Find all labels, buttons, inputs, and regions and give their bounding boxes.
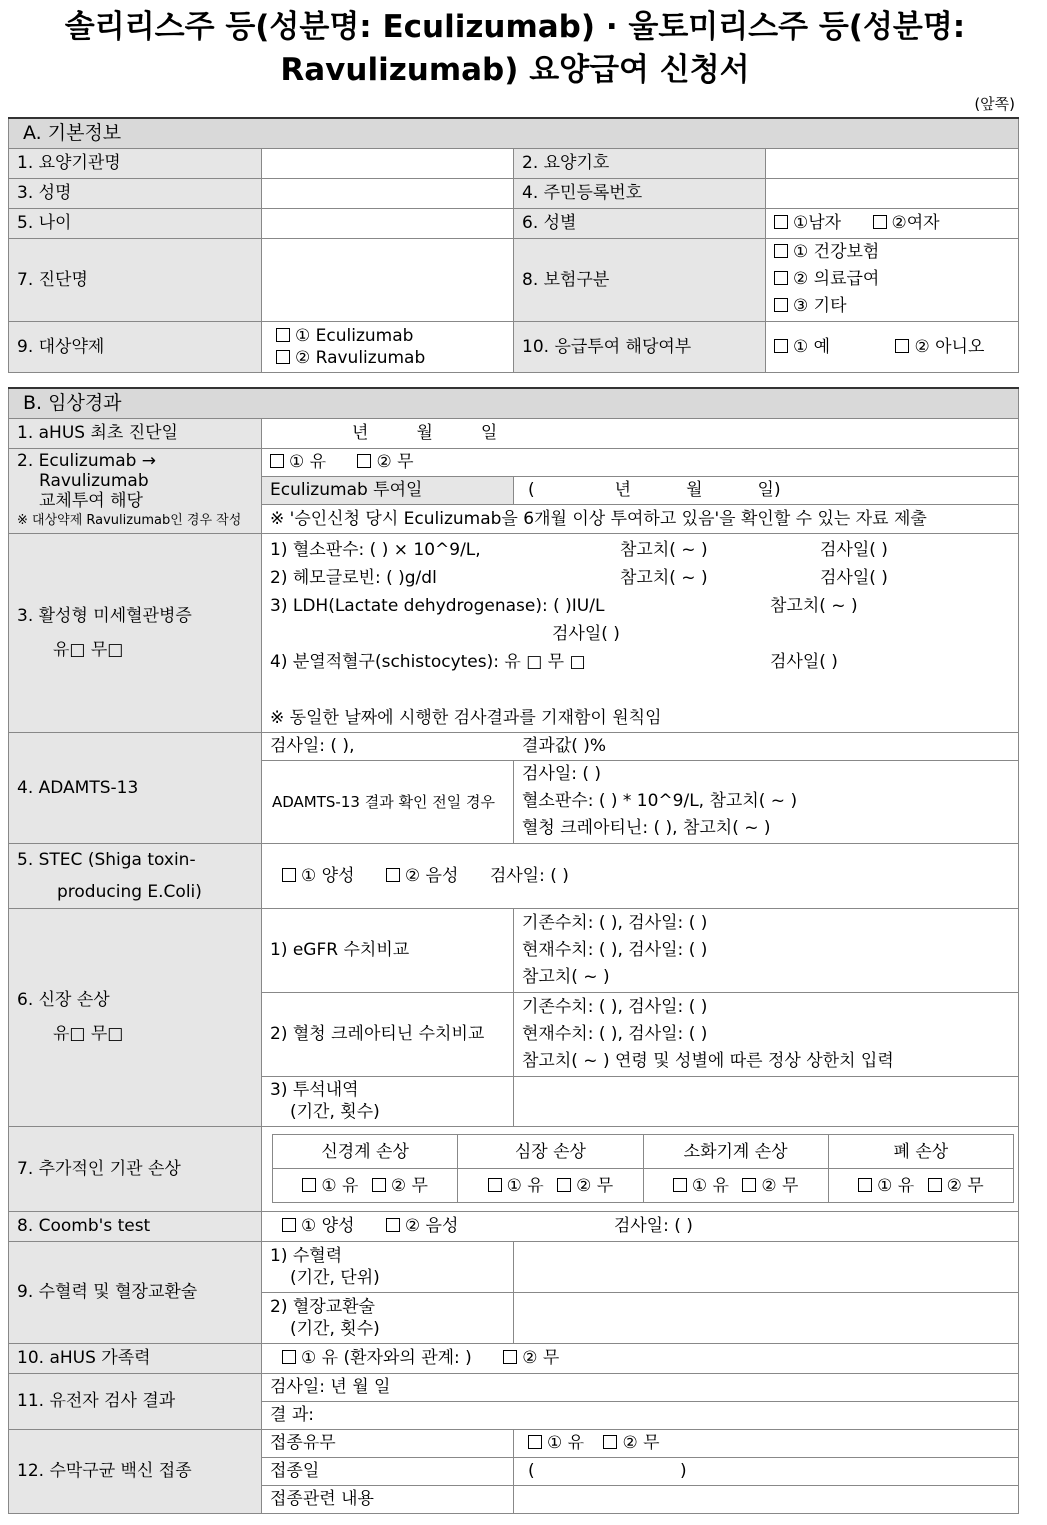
checkbox-cardiac-no[interactable] bbox=[557, 1178, 571, 1192]
adamts13-result[interactable]: 검사일: ( ), 결과값( )% bbox=[262, 732, 1019, 760]
creatinine-details[interactable]: 기존수치: ( ), 검사일: ( ) 현재수치: ( ), 검사일: ( ) 참고치( ~ ) 연령 및 성별에 따른 정상 상한치 입력 bbox=[514, 992, 1019, 1076]
age-field[interactable] bbox=[262, 208, 514, 238]
label-family-history: 10. aHUS 가족력 bbox=[9, 1343, 262, 1373]
label-transfusion-history: 1) 수혈력 (기간, 단위) bbox=[262, 1241, 514, 1292]
organ-neuro: 신경계 손상 bbox=[273, 1135, 458, 1169]
eculizumab-date-field[interactable]: ( 년 월 일) bbox=[514, 476, 1019, 504]
label-emergency: 10. 응급투여 해당여부 bbox=[514, 321, 766, 372]
institution-code-field[interactable] bbox=[766, 148, 1019, 178]
family-history-options: ① 유 (환자와의 관계: ) ② 무 bbox=[262, 1343, 1019, 1373]
genetic-test-date[interactable]: 검사일: 년 월 일 bbox=[262, 1373, 1019, 1401]
option-emergency-yes: ① 예 bbox=[793, 336, 831, 357]
genetic-test-result[interactable]: 결 과: bbox=[262, 1401, 1019, 1429]
option-other: ③ 기타 bbox=[793, 296, 847, 316]
label-dialysis: 3) 투석내역 (기간, 횟수) bbox=[262, 1076, 514, 1126]
checkbox-switch-no[interactable] bbox=[357, 454, 371, 468]
option-female: ②여자 bbox=[891, 213, 940, 233]
option-male: ①남자 bbox=[793, 213, 842, 233]
institution-name-field[interactable] bbox=[262, 148, 514, 178]
label-transfusion: 9. 수혈력 및 혈장교환술 bbox=[9, 1241, 262, 1343]
transfusion-field[interactable] bbox=[514, 1241, 1019, 1292]
title-line-1: 솔리리스주 등(성분명: Eculizumab) · 울토미리스주 등(성분명: bbox=[64, 9, 966, 45]
month-label: 월 bbox=[416, 423, 433, 443]
form-title bbox=[0, 6, 1030, 92]
checkbox-family-yes[interactable] bbox=[282, 1350, 296, 1364]
checkbox-eculizumab[interactable] bbox=[276, 328, 290, 342]
label-active-tma: 3. 활성형 미세혈관병증 유□ 무□ bbox=[9, 533, 262, 732]
checkbox-neuro-yes[interactable] bbox=[302, 1178, 316, 1192]
checkbox-stec-negative[interactable] bbox=[386, 868, 400, 882]
label-genetic-test: 11. 유전자 검사 결과 bbox=[9, 1373, 262, 1429]
label-vaccination-details: 접종관련 내용 bbox=[262, 1485, 514, 1513]
first-diagnosis-date[interactable] bbox=[262, 418, 1019, 448]
checkbox-emergency-no[interactable] bbox=[895, 339, 909, 353]
egfr-details[interactable]: 기존수치: ( ), 검사일: ( ) 현재수치: ( ), 검사일: ( ) 참고치( ~ ) bbox=[514, 908, 1019, 992]
vaccination-status-options: ① 유 ② 무 bbox=[514, 1429, 1019, 1457]
option-medical-aid: ② 의료급여 bbox=[793, 269, 880, 289]
switch-note: ※ 대상약제 Ravulizumab인 경우 작성 bbox=[17, 512, 242, 528]
checkbox-neuro-no[interactable] bbox=[372, 1178, 386, 1192]
stec-options: ① 양성 ② 음성 검사일: ( ) bbox=[262, 843, 1019, 908]
dialysis-field[interactable] bbox=[514, 1076, 1019, 1126]
label-creatinine: 2) 혈청 크레아티닌 수치비교 bbox=[262, 992, 514, 1076]
year-label: 년 bbox=[352, 423, 369, 443]
section-a-table bbox=[8, 117, 1019, 373]
checkbox-cardiac-yes[interactable] bbox=[488, 1178, 502, 1192]
insurance-options bbox=[766, 238, 1019, 321]
label-kidney-damage: 6. 신장 손상 유□ 무□ bbox=[9, 908, 262, 1126]
organ-gi-options: ① 유 ② 무 bbox=[643, 1169, 828, 1203]
label-insurance-type: 8. 보험구분 bbox=[514, 238, 766, 321]
adamts13-pending-details[interactable]: 검사일: ( ) 혈소판수: ( ) * 10^9/L, 참고치( ~ ) 혈청 크레아티닌: ( ), 참고치( ~ ) bbox=[514, 760, 1019, 843]
label-plasma-exchange: 2) 혈장교환술 (기간, 횟수) bbox=[262, 1292, 514, 1343]
checkbox-lung-no[interactable] bbox=[928, 1178, 942, 1192]
label-switch-therapy: 2. Eculizumab → Ravulizumab 교체투여 해당 ※ 대상약제 Ravulizumab인 경우 작성 bbox=[9, 448, 262, 533]
active-tma-details[interactable]: 1) 혈소판수: ( ) × 10^9/L, 참고치( ~ ) 검사일( ) 2) 헤모글로빈: ( )g/dl 참고치( ~ ) 검사일( ) 3) LDH(Lactate dehydrogenase): ( )IU/L 참고치( ~ ) 검사일( ) 4) 분열적혈구(schistocytes): 유 □ 무 □ 검사일( ) ※ 동일한 날짜에 시행한 검사결과를 기재함이 원칙임 bbox=[262, 533, 1019, 732]
diagnosis-field[interactable] bbox=[262, 238, 514, 321]
emergency-options bbox=[766, 321, 1019, 372]
checkbox-medical-aid[interactable] bbox=[774, 271, 788, 285]
checkbox-emergency-yes[interactable] bbox=[774, 339, 788, 353]
checkbox-lung-yes[interactable] bbox=[858, 1178, 872, 1192]
organ-cardiac-options: ① 유 ② 무 bbox=[458, 1169, 643, 1203]
label-adamts13: 4. ADAMTS-13 bbox=[9, 732, 262, 843]
section-b-table bbox=[8, 387, 1019, 1514]
label-vaccination: 12. 수막구균 백신 접종 bbox=[9, 1429, 262, 1513]
title-line-2: Ravulizumab) 요양급여 신청서 bbox=[280, 52, 750, 88]
vaccination-details-field[interactable] bbox=[514, 1485, 1019, 1513]
label-stec: 5. STEC (Shiga toxin- producing E.Coli) bbox=[9, 843, 262, 908]
coombs-options: ① 양성 ② 음성 검사일: ( ) bbox=[262, 1211, 1019, 1241]
label-target-drug: 9. 대상약제 bbox=[9, 321, 262, 372]
stec-date[interactable]: 검사일: ( ) bbox=[489, 865, 569, 886]
option-health-insurance: ① 건강보험 bbox=[793, 242, 880, 262]
organ-neuro-options: ① 유 ② 무 bbox=[273, 1169, 458, 1203]
label-sex: 6. 성별 bbox=[514, 208, 766, 238]
plasma-exchange-field[interactable] bbox=[514, 1292, 1019, 1343]
label-coombs: 8. Coomb's test bbox=[9, 1211, 262, 1241]
label-eculizumab-date: Eculizumab 투여일 bbox=[262, 476, 514, 504]
organ-damage-cell bbox=[262, 1126, 1019, 1211]
organ-cardiac: 심장 손상 bbox=[458, 1135, 643, 1169]
label-first-diagnosis: 1. aHUS 최초 진단일 bbox=[9, 418, 262, 448]
label-vaccination-date: 접종일 bbox=[262, 1457, 514, 1485]
label-institution-name: 1. 요양기관명 bbox=[9, 148, 262, 178]
coombs-date[interactable]: 검사일: ( ) bbox=[613, 1216, 693, 1236]
organ-damage-table bbox=[272, 1134, 1014, 1203]
checkbox-other[interactable] bbox=[774, 298, 788, 312]
label-age: 5. 나이 bbox=[9, 208, 262, 238]
checkbox-family-no[interactable] bbox=[503, 1350, 517, 1364]
checkbox-gi-no[interactable] bbox=[742, 1178, 756, 1192]
tma-note: ※ 동일한 날짜에 시행한 검사결과를 기재함이 원칙임 bbox=[270, 707, 662, 728]
vaccination-date-field[interactable]: ( ) bbox=[514, 1457, 1019, 1485]
label-institution-code: 2. 요양기호 bbox=[514, 148, 766, 178]
page-side-label: (앞쪽) bbox=[974, 95, 1015, 113]
checkbox-switch-yes[interactable] bbox=[270, 454, 284, 468]
name-field[interactable] bbox=[262, 178, 514, 208]
switch-remark: ※ '승인신청 당시 Eculizumab을 6개월 이상 투여하고 있음'을 확인할 수 있는 자료 제출 bbox=[262, 504, 1019, 533]
sex-options bbox=[766, 208, 1019, 238]
checkbox-coombs-positive[interactable] bbox=[282, 1218, 296, 1232]
option-emergency-no: ② 아니오 bbox=[914, 336, 985, 357]
resident-number-field[interactable] bbox=[766, 178, 1019, 208]
checkbox-vaccine-yes[interactable] bbox=[528, 1435, 542, 1449]
checkbox-health-insurance[interactable] bbox=[774, 244, 788, 258]
label-egfr: 1) eGFR 수치비교 bbox=[262, 908, 514, 992]
section-b-heading: B. 임상경과 bbox=[9, 388, 1019, 418]
switch-options: ① 유 ② 무 bbox=[262, 448, 1019, 476]
checkbox-gi-yes[interactable] bbox=[673, 1178, 687, 1192]
label-name: 3. 성명 bbox=[9, 178, 262, 208]
section-a-heading: A. 기본정보 bbox=[9, 118, 1019, 148]
organ-lung: 폐 손상 bbox=[828, 1135, 1013, 1169]
label-other-organ-damage: 7. 추가적인 기관 손상 bbox=[9, 1126, 262, 1211]
label-diagnosis: 7. 진단명 bbox=[9, 238, 262, 321]
option-eculizumab: ① Eculizumab bbox=[295, 325, 414, 346]
checkbox-female[interactable] bbox=[873, 215, 887, 229]
checkbox-stec-positive[interactable] bbox=[282, 868, 296, 882]
checkbox-coombs-negative[interactable] bbox=[386, 1218, 400, 1232]
checkbox-ravulizumab[interactable] bbox=[276, 350, 290, 364]
day-label: 일 bbox=[480, 423, 498, 443]
option-ravulizumab: ② Ravulizumab bbox=[295, 347, 426, 368]
checkbox-vaccine-no[interactable] bbox=[603, 1435, 617, 1449]
organ-gi: 소화기계 손상 bbox=[643, 1135, 828, 1169]
label-vaccination-status: 접종유무 bbox=[262, 1429, 514, 1457]
target-drug-options bbox=[262, 321, 514, 372]
organ-lung-options: ① 유 ② 무 bbox=[828, 1169, 1013, 1203]
label-adamts13-pending: ADAMTS-13 결과 확인 전일 경우 bbox=[262, 760, 514, 843]
label-resident-number: 4. 주민등록번호 bbox=[514, 178, 766, 208]
checkbox-male[interactable] bbox=[774, 215, 788, 229]
